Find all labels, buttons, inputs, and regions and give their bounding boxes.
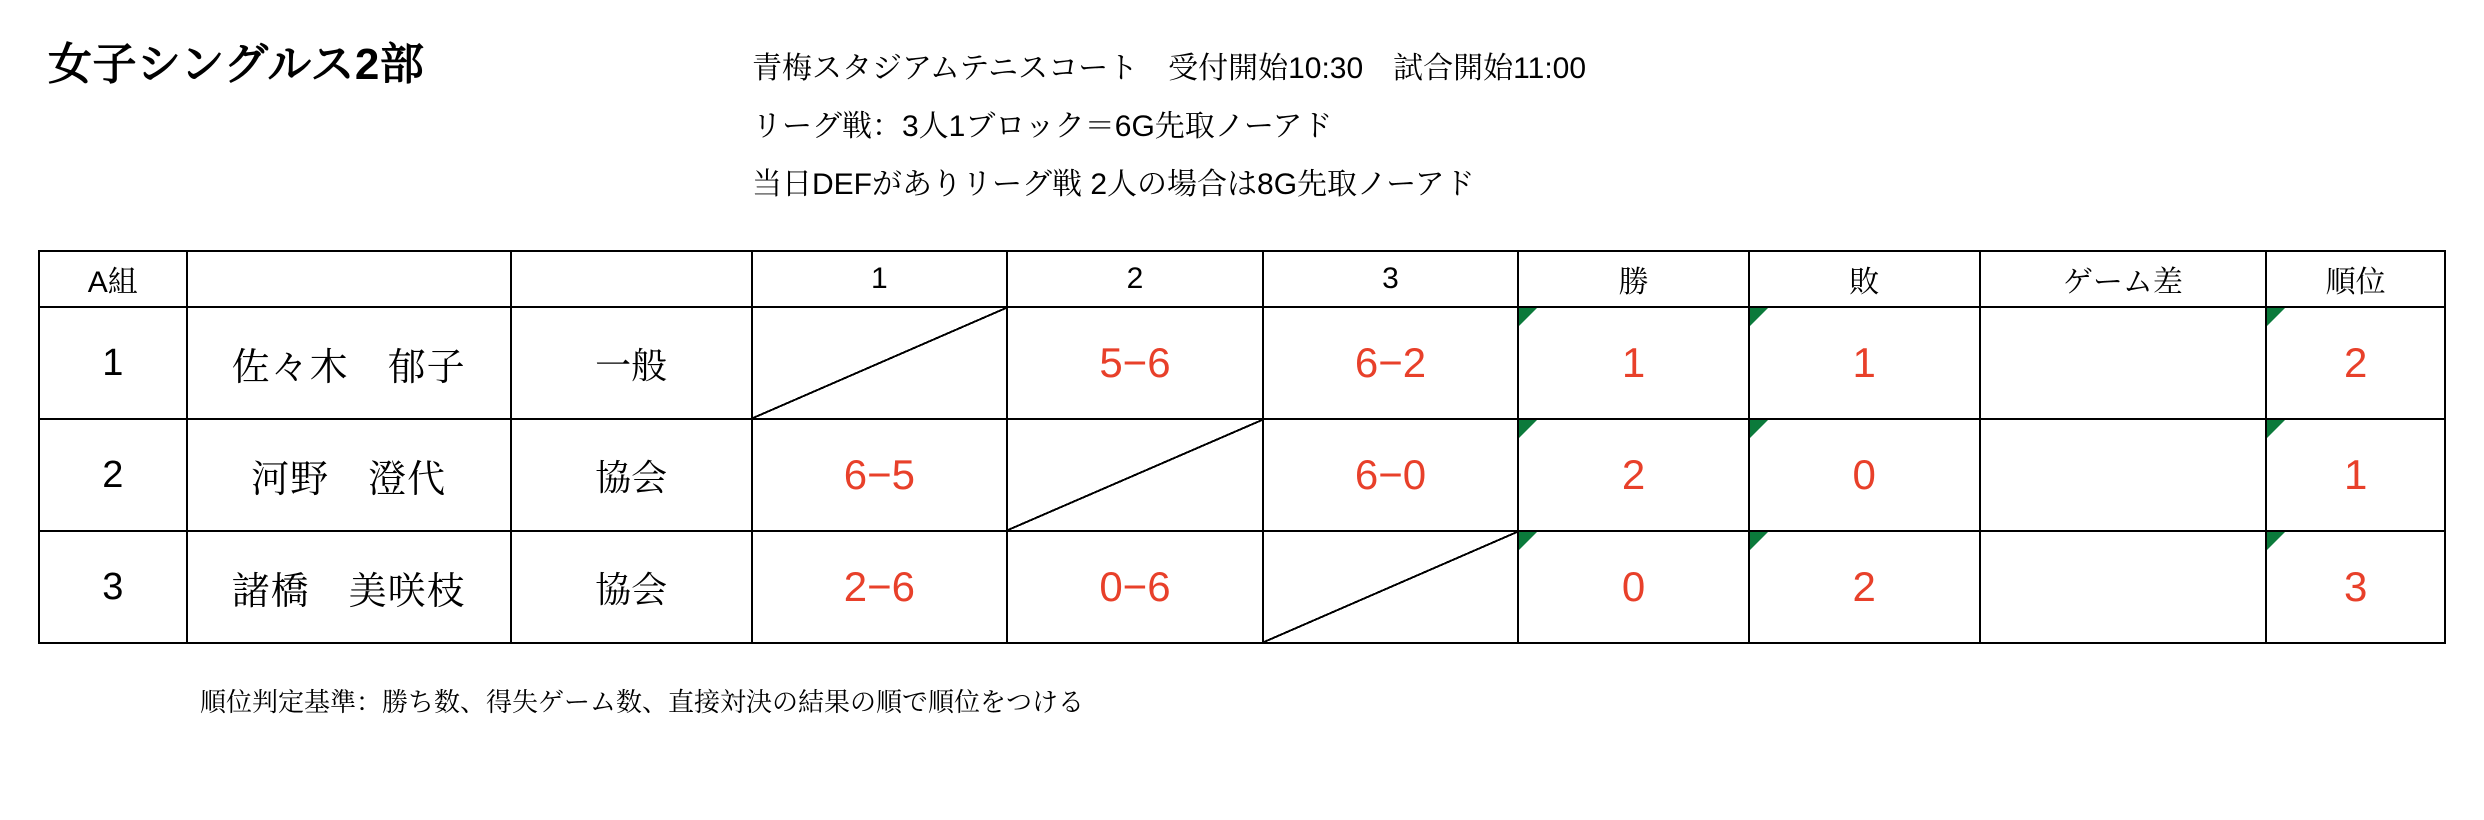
row-3-player-name: 諸橋 美咲枝 [187,531,511,643]
row-2-game-diff[interactable] [1980,419,2267,531]
row-3-game-diff[interactable] [1980,531,2267,643]
row-1-match-1-self [752,307,1008,419]
header-match-1: 1 [752,251,1008,307]
row-3-number: 3 [39,531,187,643]
row-3-match-1-score[interactable]: 2−6 [752,531,1008,643]
event-notes [752,40,1586,214]
row-1-player-name: 佐々木 郁子 [187,307,511,419]
header-block: A組 [39,251,187,307]
event-note-default-rule: 当日DEFがありリーグ戦 2人の場合は8G先取ノーアド [752,168,1475,201]
row-2-number: 2 [39,419,187,531]
page-title: 女子シングルス2部 [48,40,425,89]
event-note-venue: 青梅スタジアムテニスコート 受付開始10:30 試合開始11:00 [752,52,1587,85]
header-match-2: 2 [1007,251,1263,307]
row-3-wins[interactable]: 0 [1518,531,1749,643]
row-2-affiliation: 協会 [511,419,752,531]
row-2-wins[interactable]: 2 [1518,419,1749,531]
row-2-match-1-score[interactable]: 6−5 [752,419,1008,531]
round-robin-table [38,250,2446,644]
row-1-rank[interactable]: 2 [2266,307,2445,419]
row-2-rank[interactable]: 1 [2266,419,2445,531]
row-3-affiliation: 協会 [511,531,752,643]
header-rank: 順位 [2266,251,2445,307]
header-name [187,251,511,307]
row-2-losses[interactable]: 0 [1749,419,1980,531]
row-1-game-diff[interactable] [1980,307,2267,419]
table-header-row [39,251,2445,307]
table-row [39,307,2445,419]
table-row [39,419,2445,531]
row-2-match-2-self [1007,419,1263,531]
row-3-match-2-score[interactable]: 0−6 [1007,531,1263,643]
header-game-diff: ゲーム差 [1980,251,2267,307]
row-1-match-2-score[interactable]: 5−6 [1007,307,1263,419]
row-2-player-name: 河野 澄代 [187,419,511,531]
row-1-match-3-score[interactable]: 6−2 [1263,307,1519,419]
row-3-rank[interactable]: 3 [2266,531,2445,643]
header-losses: 敗 [1749,251,1980,307]
row-1-wins[interactable]: 1 [1518,307,1749,419]
row-3-losses[interactable]: 2 [1749,531,1980,643]
row-3-match-3-self [1263,531,1519,643]
row-1-losses[interactable]: 1 [1749,307,1980,419]
row-1-affiliation: 一般 [511,307,752,419]
ranking-criteria-footnote: 順位判定基準：勝ち数、得失ゲーム数、直接対決の結果の順で順位をつける [200,687,1085,717]
event-note-format: リーグ戦：3人1ブロック＝6G先取ノーアド [752,110,1333,143]
row-2-match-3-score[interactable]: 6−0 [1263,419,1519,531]
header-match-3: 3 [1263,251,1519,307]
header-wins: 勝 [1518,251,1749,307]
table-row [39,531,2445,643]
row-1-number: 1 [39,307,187,419]
header-affiliation [511,251,752,307]
